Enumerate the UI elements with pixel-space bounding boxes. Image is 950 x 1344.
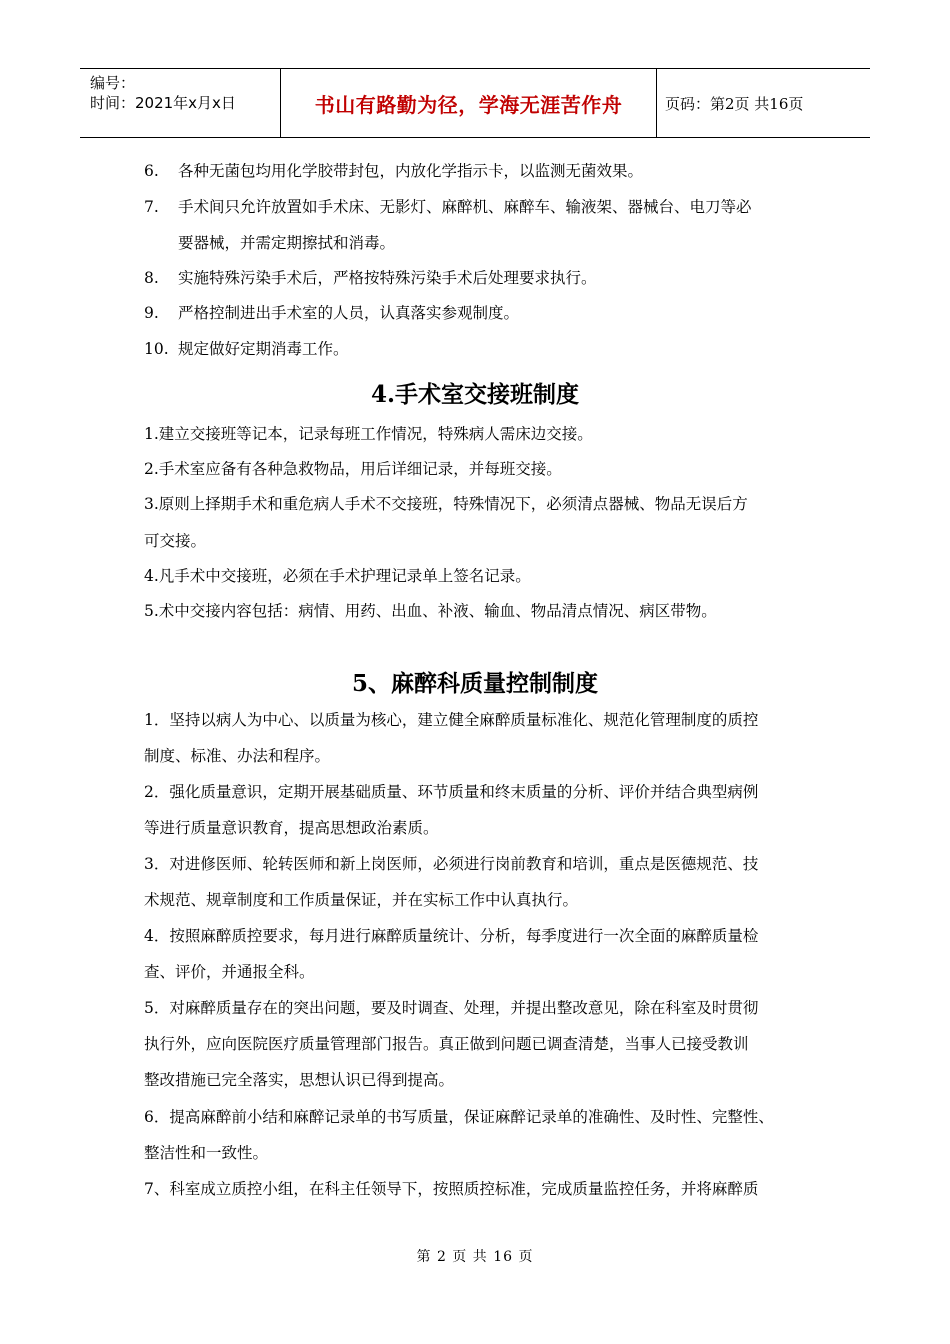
paragraph-line: 等进行质量意识教育，提高思想政治素质。 — [144, 819, 439, 837]
paragraph-line: 可交接。 — [144, 532, 207, 550]
paragraph-line: 查、评价，并通报全科。 — [144, 963, 315, 981]
paragraph-line: 制度、标准、办法和程序。 — [144, 747, 331, 765]
paragraph-line: 整洁性和一致性。 — [144, 1144, 269, 1162]
header-info-cell — [80, 69, 281, 137]
paragraph-line: 2．强化质量意识，定期开展基础质量、环节质量和终末质量的分析、评价并结合典型病例 — [144, 783, 759, 801]
list-item: 10. 规定做好定期消毒工作。 — [144, 340, 349, 358]
header-page-info: 页码：第2页 共16页 — [665, 94, 804, 113]
paragraph-line: 4.凡手术中交接班，必须在手术护理记录单上签名记录。 — [144, 567, 531, 585]
paragraph-line: 术规范、规章制度和工作质量保证，并在实标工作中认真执行。 — [144, 891, 579, 909]
paragraph-line: 2.手术室应备有各种急救物品，用后详细记录，并每班交接。 — [144, 460, 562, 478]
list-item: 6. 各种无菌包均用化学胶带封包，内放化学指示卡，以监测无菌效果。 — [144, 162, 644, 180]
paragraph-line: 6．提高麻醉前小结和麻醉记录单的书写质量，保证麻醉记录单的准确性、及时性、完整性、 — [144, 1108, 774, 1126]
list-item: 9. 严格控制进出手术室的人员，认真落实参观制度。 — [144, 304, 520, 322]
page-header — [80, 68, 870, 138]
paragraph-line: 3.原则上择期手术和重危病人手术不交接班，特殊情况下，必须清点器械、物品无误后方 — [144, 495, 748, 513]
paragraph-line: 1．坚持以病人为中心、以质量为核心，建立健全麻醉质量标准化、规范化管理制度的质控 — [144, 711, 759, 729]
page-footer: 第 2 页 共 16 页 — [416, 1249, 534, 1265]
list-item-continuation: 要器械，并需定期擦拭和消毒。 — [178, 234, 396, 252]
paragraph-line: 执行外，应向医院医疗质量管理部门报告。真正做到问题已调查清楚，当事人已接受教训 — [144, 1035, 749, 1053]
paragraph-line: 7、科室成立质控小组，在科主任领导下，按照质控标准，完成质量监控任务，并将麻醉质 — [144, 1180, 759, 1198]
paragraph-line: 5.术中交接内容包括：病情、用药、出血、补液、输血、物品清点情况、病区带物。 — [144, 602, 717, 620]
paragraph-line: 5．对麻醉质量存在的突出问题，要及时调查、处理，并提出整改意见，除在科室及时贯彻 — [144, 999, 759, 1017]
paragraph-line: 整改措施已完全落实，思想认识已得到提高。 — [144, 1071, 455, 1089]
paragraph-line: 3．对进修医师、轮转医师和新上岗医师，必须进行岗前教育和培训，重点是医德规范、技 — [144, 855, 759, 873]
section-5-title: 5、麻醉科质量控制制度 — [351, 670, 598, 697]
paragraph-line: 4．按照麻醉质控要求，每月进行麻醉质量统计、分析，每季度进行一次全面的麻醉质量检 — [144, 927, 759, 945]
list-item: 7. 手术间只允许放置如手术床、无影灯、麻醉机、麻醉车、输液架、器械台、电刀等必 — [144, 198, 752, 216]
document-date: 时间：2021年x月x日 — [90, 94, 236, 112]
header-motto: 书山有路勤为径，学海无涯苦作舟 — [281, 69, 657, 137]
section-4-title: 4.手术室交接班制度 — [370, 381, 579, 408]
paragraph-line: 1.建立交接班等记本，记录每班工作情况，特殊病人需床边交接。 — [144, 425, 593, 443]
document-code-label: 编号： — [90, 74, 136, 92]
list-item: 8. 实施特殊污染手术后，严格按特殊污染手术后处理要求执行。 — [144, 269, 597, 287]
